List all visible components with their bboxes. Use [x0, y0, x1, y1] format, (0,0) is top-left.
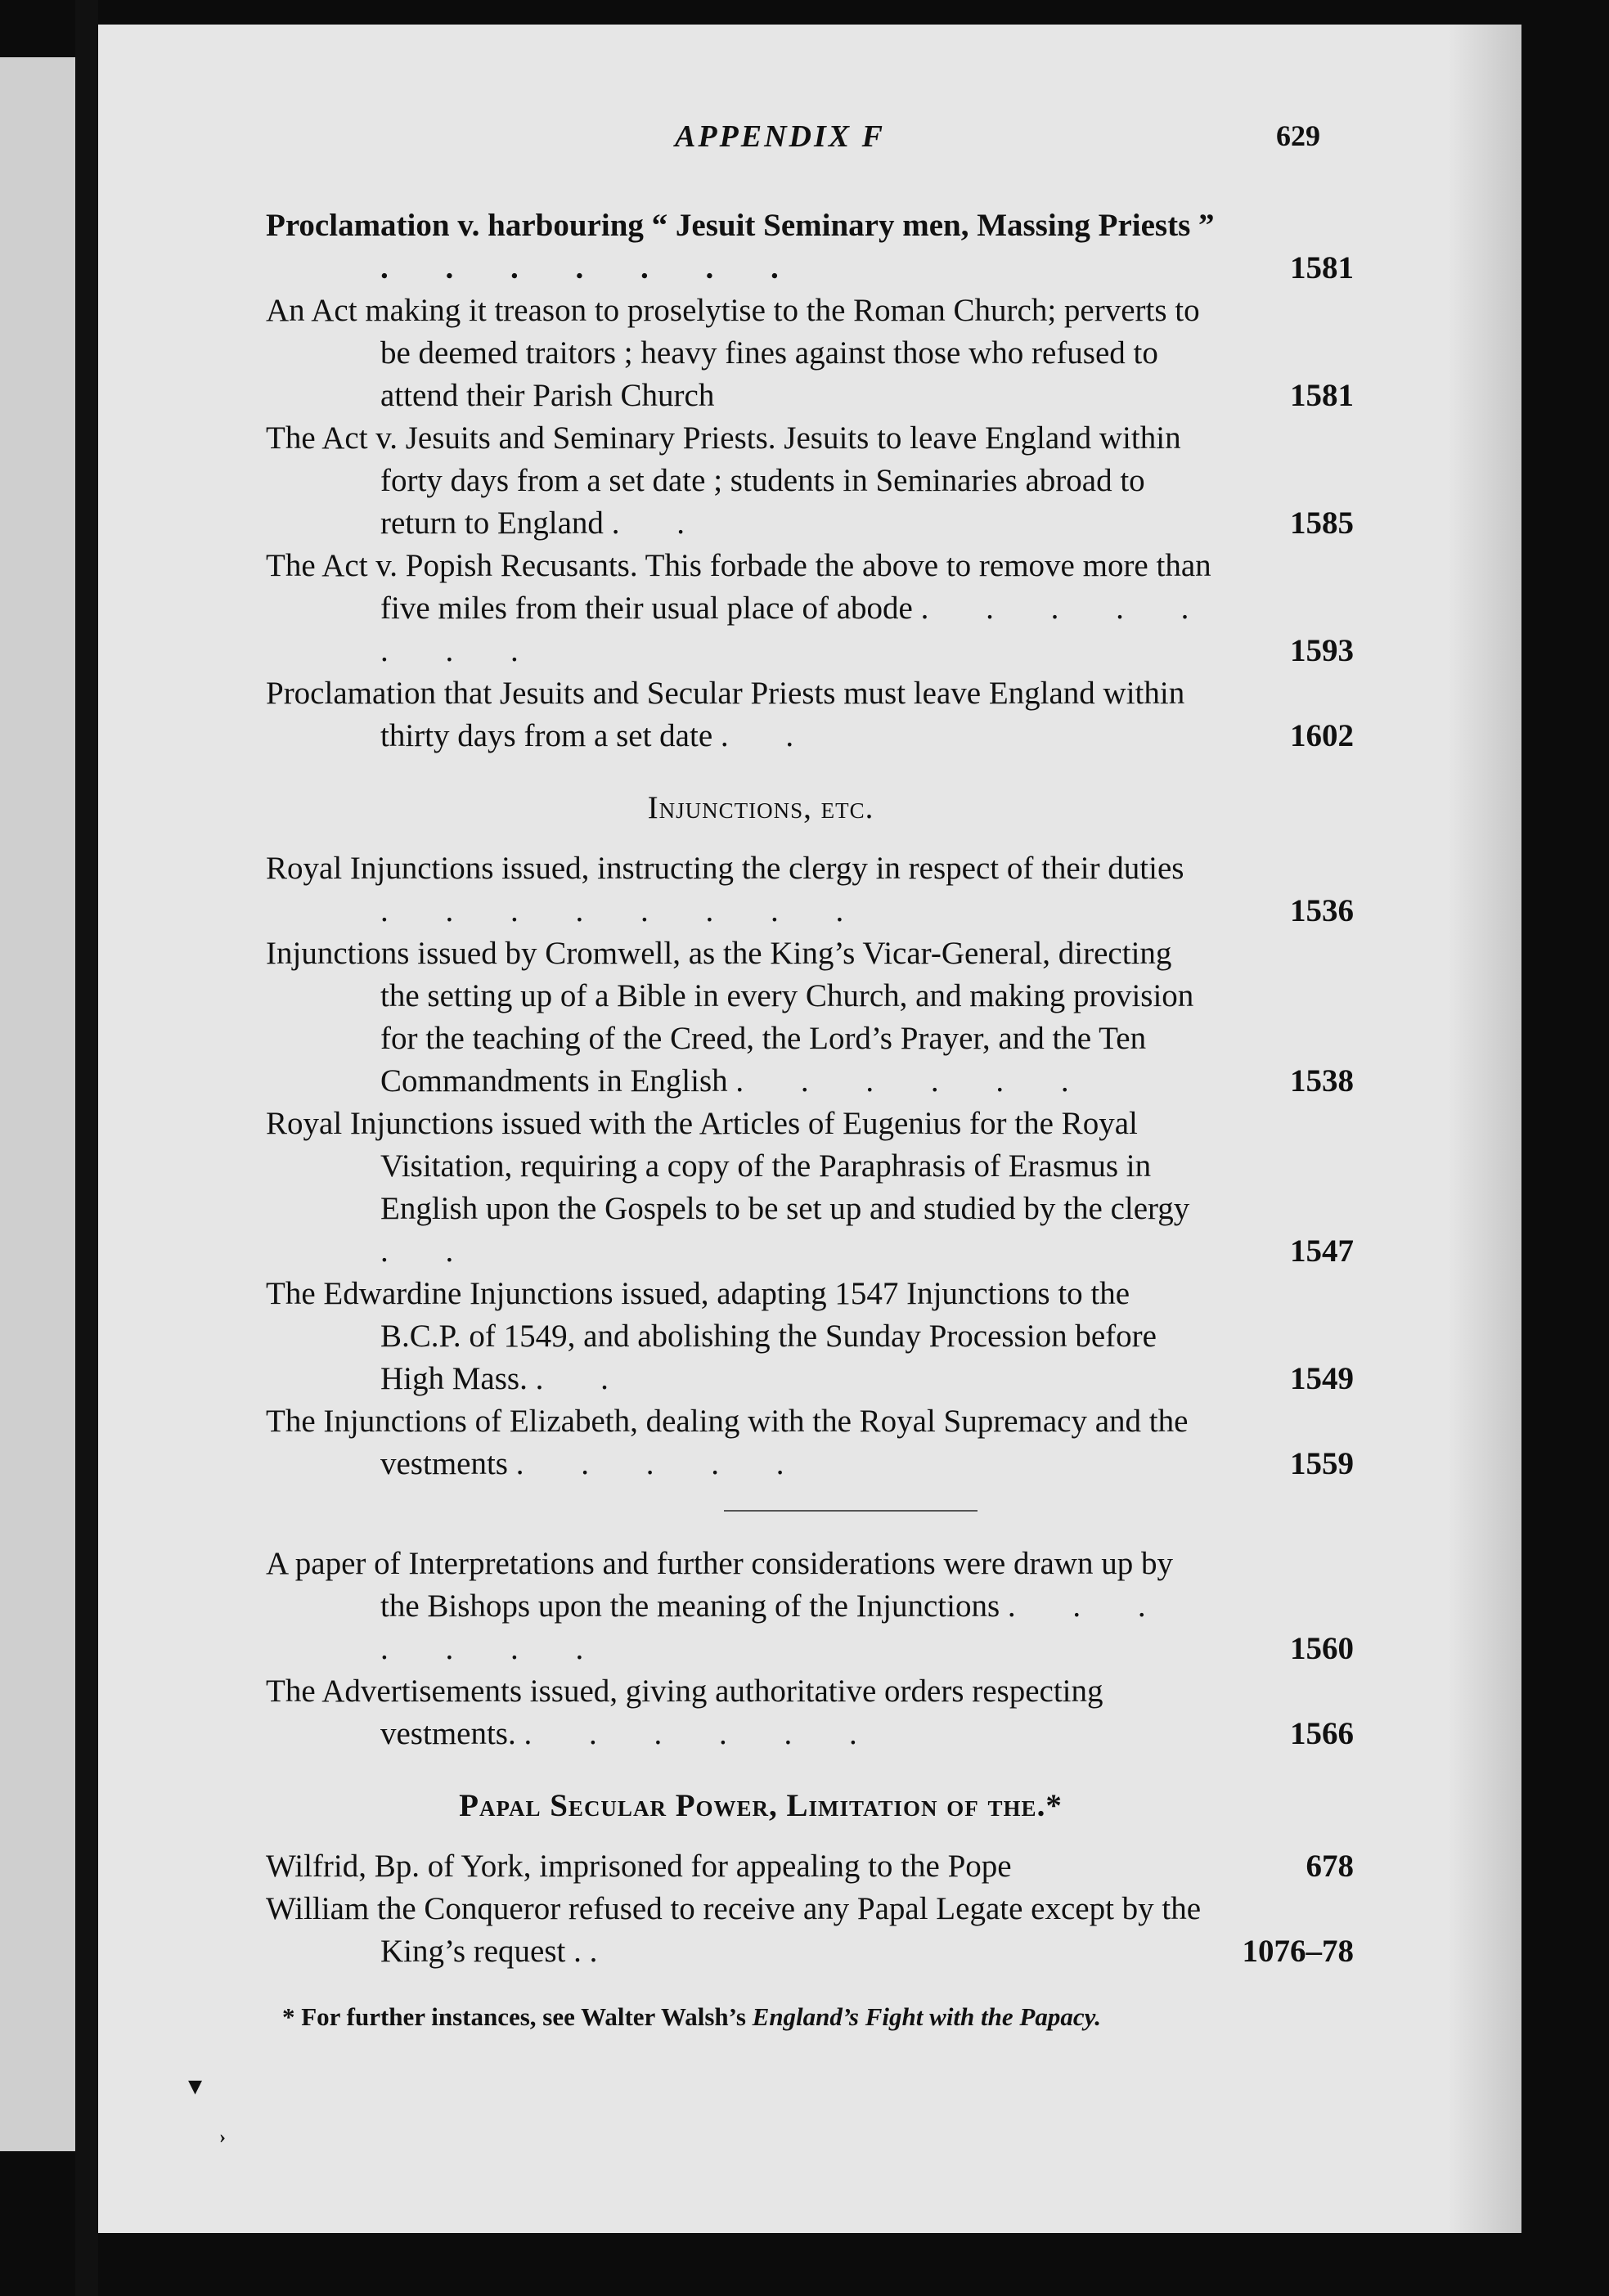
dot-leader: . . . . . . . [380, 1588, 1171, 1666]
book-page [98, 25, 1521, 2233]
page-content [266, 204, 1354, 2037]
list-item [266, 1273, 1354, 1400]
entry-year: 1581 [1290, 378, 1354, 413]
entry-year: 1549 [1290, 1361, 1354, 1396]
margin-mark: › [219, 2127, 226, 2148]
interpretations-list [266, 1543, 1354, 1755]
list-item [266, 204, 1354, 290]
section-heading-papal: Papal Secular Power, Limitation of the.* [459, 1788, 1063, 1823]
entry-text: The Edwardine Injunctions issued, adapting 1547 Injunctions to the B.C.P. of 1549, and abolishing the Sunday Procession before High Mass. [266, 1276, 1157, 1396]
section-divider [724, 1510, 978, 1512]
section-heading-injunctions: Injunctions, etc. [647, 790, 874, 825]
entry-text: Wilfrid, Bp. of York, imprisoned for appealing to the Pope [266, 1849, 1012, 1884]
footnote-book-title: England’s Fight with the Papacy. [752, 2002, 1101, 2031]
entry-text: A paper of Interpretations and further considerations were drawn up by the Bishops upon the meaning of the Injunctions [266, 1546, 1173, 1624]
running-head: APPENDIX F [675, 119, 885, 154]
entry-year: 678 [1306, 1849, 1354, 1884]
entry-year: 1593 [1290, 633, 1354, 668]
list-item [266, 417, 1354, 545]
injunctions-list [266, 847, 1354, 1485]
entry-year: 1547 [1290, 1233, 1354, 1269]
entry-text: Royal Injunctions issued, instructing the clergy in respect of their duties [266, 851, 1184, 886]
book-gutter [75, 0, 98, 2296]
entry-year: 1560 [1290, 1631, 1354, 1666]
entry-year: 1581 [1290, 250, 1354, 285]
entry-year: 1538 [1290, 1063, 1354, 1099]
entry-year: 1076–78 [1242, 1934, 1354, 1969]
entry-year: 1602 [1290, 718, 1354, 753]
dot-leader: . . . . . [515, 1446, 809, 1481]
footnote [266, 1997, 1354, 2037]
page-header [98, 119, 1521, 168]
entry-text: Proclamation that Jesuits and Secular Priests must leave England within thirty days from a set date [266, 676, 1185, 753]
entry-year: 1536 [1290, 893, 1354, 928]
list-item [266, 672, 1354, 757]
papal-list [266, 1845, 1354, 1973]
entry-year: 1566 [1290, 1716, 1354, 1751]
entry-text: The Act v. Popish Recusants. This forbade the above to remove more than five miles from their usual place of abode [266, 548, 1211, 626]
dot-leader: . . [380, 1233, 479, 1269]
entry-text: The Advertisements issued, giving authoritative orders respecting vestments. [266, 1674, 1103, 1751]
list-item [266, 1670, 1354, 1755]
entry-year: 1559 [1290, 1446, 1354, 1481]
entry-text: Proclamation v. harbouring “ Jesuit Seminary men, Massing Priests ” [266, 208, 1215, 243]
list-item [266, 932, 1354, 1103]
entry-text: William the Conqueror refused to receive any Papal Legate except by the King’s request . [266, 1891, 1202, 1969]
proclamations-list [266, 204, 1354, 757]
entry-text: An Act making it treason to proselytise to the Roman Church; perverts to be deemed traitors ; heavy fines against those who refused to attend their Parish Church [266, 293, 1200, 413]
margin-mark: ▾ [188, 2071, 203, 2101]
dot-leader: . . . . . . [524, 1716, 882, 1751]
list-item [266, 1845, 1354, 1888]
entry-year: 1585 [1290, 505, 1354, 541]
entry-text: The Act v. Jesuits and Seminary Priests. Jesuits to leave England within forty days from a set date ; students in Seminaries abroad to return to England [266, 420, 1181, 541]
dot-leader: . . . . . . . [380, 250, 803, 285]
list-item [266, 1543, 1354, 1670]
list-item [266, 847, 1354, 932]
list-item [266, 545, 1354, 672]
list-item [266, 290, 1354, 417]
list-item [266, 1103, 1354, 1273]
dot-leader: . . [611, 505, 709, 541]
dot-leader: . . . . . . [735, 1063, 1094, 1099]
entry-text: The Injunctions of Elizabeth, dealing with the Royal Supremacy and the vestments [266, 1404, 1189, 1481]
dot-leader: . . [535, 1361, 633, 1396]
entry-text: Injunctions issued by Cromwell, as the King’s Vicar-General, directing the setting up of a Bible in every Church, and making provision for the teaching of the Creed, the Lord’s Prayer, and the Ten Commandments in English [266, 936, 1194, 1099]
left-page-edge [0, 57, 75, 2151]
footnote-text: * For further instances, see Walter Walsh’s [282, 2002, 746, 2031]
dot-leader: . . . . . . . . [380, 591, 1214, 668]
dot-leader: . . [720, 718, 819, 753]
page-number: 629 [1276, 119, 1320, 152]
entry-text: Royal Injunctions issued with the Articles of Eugenius for the Royal Visitation, requiring a copy of the Paraphrasis of Erasmus in English upon the Gospels to be set up and studied by the clergy [266, 1106, 1190, 1226]
list-item [266, 1888, 1354, 1973]
dot-leader: . [589, 1934, 622, 1969]
dot-leader: . . . . . . . . [380, 893, 869, 928]
list-item [266, 1400, 1354, 1485]
